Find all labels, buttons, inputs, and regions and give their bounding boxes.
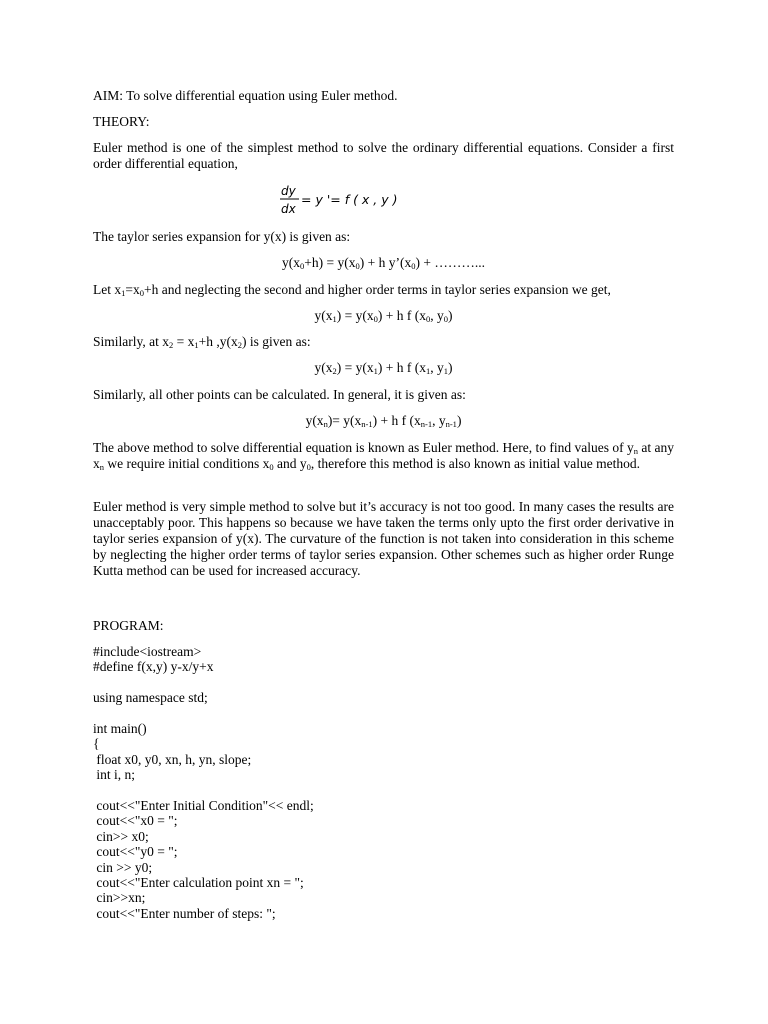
accuracy-paragraph: Euler method is very simple method to solve but it’s accuracy is not too good. In many cases the results are unacceptably poor. This happens so because we have taken the terms only upto the first order derivative in taylor series expansion of y(x). The curvature of the function is not taken into consideration in this scheme by neglecting the higher order terms of taylor series expansion. Other schemes such as higher order Runge Kutta method can be used for increased accuracy. bbox=[93, 499, 674, 578]
ode-equation bbox=[279, 182, 399, 222]
similarly-line-2: Similarly, all other points can be calculated. In general, it is given as: bbox=[93, 387, 466, 402]
similarly-line-1: Similarly, at $x_2 = x_1+h$ $,y(x_2)$ is given as: bbox=[93, 334, 311, 350]
code-line: #define f(x,y) y-x/y+x bbox=[93, 659, 214, 675]
ode-numerator: dy bbox=[281, 184, 296, 198]
code-block-namespace bbox=[93, 690, 208, 705]
code-line: float x0, y0, xn, h, yn, slope; bbox=[93, 751, 252, 767]
code-line: using namespace std; bbox=[93, 690, 208, 705]
program-heading: PROGRAM: bbox=[93, 618, 164, 633]
code-line: #include<iostream> bbox=[93, 644, 202, 659]
intro-paragraph: Euler method is one of the simplest method to solve the ordinary differential equations. Consider a first order differential equation, bbox=[93, 140, 674, 171]
code-line: cout<<"x0 = "; bbox=[93, 813, 178, 829]
equation-taylor: $y(x_0+h) = y(x_0) + h$ $y’(x_0)$ + ………... bbox=[282, 255, 485, 271]
code-block-head bbox=[93, 644, 213, 675]
code-line: cout<<"Enter calculation point xn = "; bbox=[93, 875, 304, 891]
code-line: { bbox=[93, 736, 100, 752]
ode-denominator: dx bbox=[281, 202, 296, 216]
theory-heading: THEORY: bbox=[93, 114, 150, 129]
equation-y2: $y(x_2) = y(x_1) + h$ f ($x_1$, $y_1$) bbox=[314, 360, 453, 376]
code-line: int i, n; bbox=[93, 767, 136, 783]
code-line: int main() bbox=[93, 721, 147, 736]
code-line: cout<<"Enter Initial Condition"<< endl; bbox=[93, 798, 314, 813]
code-line: cin>> x0; bbox=[93, 828, 149, 844]
code-line: cout<<"y0 = "; bbox=[93, 844, 178, 860]
ode-rhs: = y '= f ( x , y ) bbox=[301, 192, 398, 207]
code-line: cout<<"Enter number of steps: "; bbox=[93, 905, 276, 921]
let-line: Let $x_1=x_0+h$ and neglecting the second and higher order terms in taylor series expansion we get, bbox=[93, 282, 611, 298]
taylor-intro: The taylor series expansion for y(x) is given as: bbox=[93, 229, 351, 244]
equation-yn: $y(x_n)= y(x_{n-1}) + h$ f ($x_{n-1}$, $y_{n-1}$) bbox=[305, 413, 462, 429]
aim-line: AIM: To solve differential equation using Euler method. bbox=[93, 88, 398, 103]
code-block-main bbox=[93, 721, 251, 783]
code-line: cin >> y0; bbox=[93, 859, 153, 875]
code-line: cin>>xn; bbox=[93, 890, 146, 906]
code-block-io bbox=[93, 798, 314, 921]
above-method-paragraph: The above method to solve differential equation is known as Euler method. Here, to find values of $y_n$ at any $x_n$ we require initial conditions $x_0$ and $y_0$, therefore this method is also known as initial value method. bbox=[93, 440, 674, 472]
equation-y1: $y(x_1) = y(x_0) + h$ f ($x_0$, $y_0$) bbox=[314, 308, 453, 324]
